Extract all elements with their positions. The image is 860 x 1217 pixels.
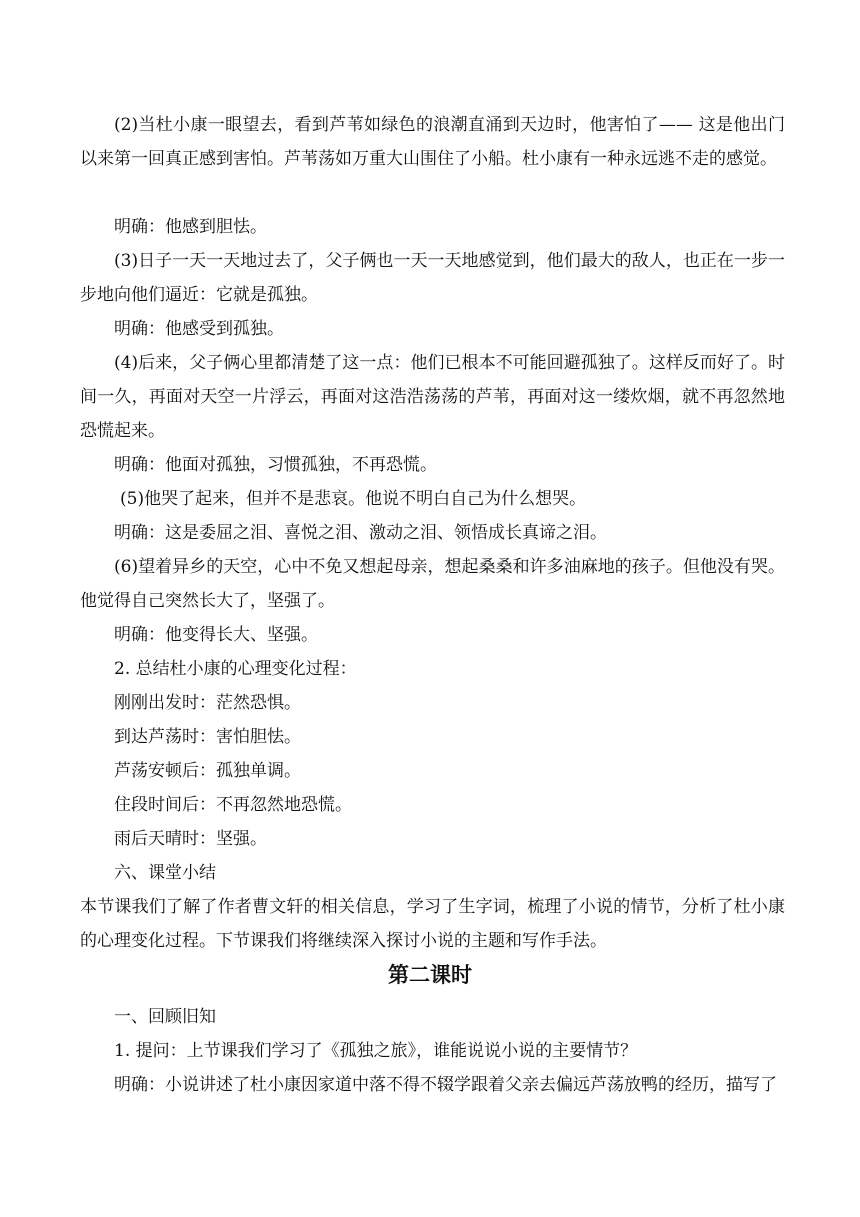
item-2-quote: (2)当杜小康一眼望去，看到芦苇如绿色的浪潮直涌到天边时，他害怕了—— 这是他出门以来第一回真正感到害怕。芦苇荡如万重大山围住了小船。杜小康有一种永远逃不走的感觉。 (80, 115, 785, 169)
lesson-2-heading: 第二课时 (388, 963, 472, 987)
section-6-body: 本节课我们了解了作者曹文轩的相关信息，学习了生字词，梳理了小说的情节，分析了杜小康的心理变化过程。下节课我们将继续深入探讨小说的主题和写作手法。 (80, 897, 785, 951)
item-5-answer: 明确：这是委屈之泪、喜悦之泪、激动之泪、领悟成长真谛之泪。 (114, 523, 607, 543)
summary-stage: 刚刚出发时：茫然恐惧。 (114, 693, 301, 713)
summary-title: 2. 总结杜小康的心理变化过程： (114, 659, 357, 679)
review-answer-1: 明确：小说讲述了杜小康因家道中落不得不辍学跟着父亲去偏远芦荡放鸭的经历，描写了 (114, 1075, 777, 1095)
item-6-quote: (6)望着异乡的天空，心中不免又想起母亲，想起桑桑和许多油麻地的孩子。但他没有哭。他觉得自己突然长大了，坚强了。 (80, 557, 785, 611)
review-question-1: 1. 提问：上节课我们学习了《孤独之旅》，谁能说说小说的主要情节？ (114, 1041, 638, 1061)
review-title: 一、回顾旧知 (114, 1007, 216, 1027)
item-4-answer: 明确：他面对孤独，习惯孤独，不再恐慌。 (114, 455, 437, 475)
item-6-answer: 明确：他变得长大、坚强。 (114, 625, 318, 645)
section-6-title: 六、课堂小结 (114, 863, 216, 883)
summary-stage: 雨后天晴时：坚强。 (114, 829, 267, 849)
summary-stage: 住段时间后：不再忽然地恐慌。 (114, 795, 352, 815)
item-4-quote: (4)后来，父子俩心里都清楚了这一点：他们已根本不可能回避孤独了。这样反而好了。时间一久，再面对天空一片浮云，再面对这浩浩荡荡的芦苇，再面对这一缕炊烟，就不再忽然地恐慌起来。 (80, 353, 785, 441)
item-5-quote: (5)他哭了起来，但并不是悲哀。他说不明白自己为什么想哭。 (120, 489, 587, 509)
item-3-answer: 明确：他感受到孤独。 (114, 319, 284, 339)
item-3-quote: (3)日子一天一天地过去了，父子俩也一天一天地感觉到，他们最大的敌人，也正在一步一步地向他们逼近：它就是孤独。 (80, 251, 785, 305)
summary-stage: 芦荡安顿后：孤独单调。 (114, 761, 301, 781)
item-2-answer: 明确：他感到胆怯。 (114, 217, 267, 237)
summary-stage: 到达芦荡时：害怕胆怯。 (114, 727, 301, 747)
